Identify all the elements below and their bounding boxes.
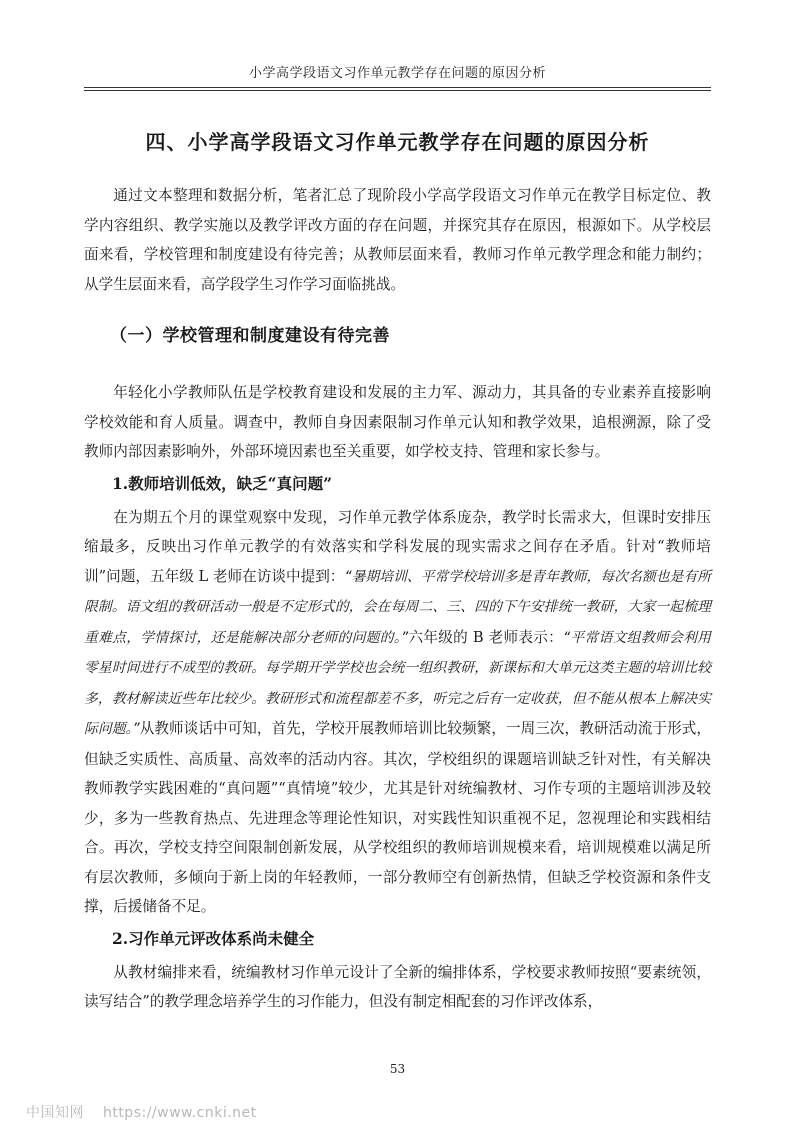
subsection1-text-b: 六年级的 B 老师表示： [408,628,563,646]
subsection1-text-c: 从教师谈话中可知，首先，学校开展教师培训比较频繁，一周三次，教研活动流于形式，但缺乏实质性、高质量、高效率的活动内容。其次，学校组织的课题培训缺乏针对性，有关解决教师教学实践困难的“真问题”“真情境”较少，尤其是针对统编教材、习作专项的主题培训涉及较少，多为一些教育热点、先进理念等理论性知识，对实践性知识重视不足，忽视理论和实践相结合。再次，学校支持空间限制创新发展，从学校组织的教师培训规模来看，培训规模难以满足所有层次教师，多倾向于新上岗的年轻教师，一部分教师空有创新热情，但缺乏学校资源和条件支撑，后援储备不足。 [84,720,711,915]
section-heading-1: （一）学校管理和制度建设有待完善 [110,326,390,346]
watermark-url: https://www.cnki.net [102,1105,257,1121]
cnki-watermark [26,1102,257,1122]
chapter-title: 四、小学高学段语文习作单元教学存在问题的原因分析 [145,130,650,154]
header-rule-bottom [84,90,711,91]
interview-quote-l: “暑期培训、平常学校培训多是青年教师，每次名额也是有所限制。语文组的教研活动一般是不定形式的，会在每周二、三、四的下午安排统一教研，大家一起梳理重难点，学情探讨，还是能解决部分老师的问题的。” [84,568,711,646]
header-rule-top [84,87,711,88]
subsection1-paragraph [84,503,711,922]
chapter-intro-paragraph: 通过文本整理和数据分析，笔者汇总了现阶段小学高学段语文习作单元在教学目标定位、教学内容组织、教学实施以及教学评改方面的存在问题，并探究其存在原因，根源如下。从学校层面来看，学校管理和制度建设有待完善；从教师层面来看，教师习作单元教学理念和能力制约；从学生层面来看，高学段学生习作学习面临挑战。 [84,187,711,293]
subsection-heading-2: 2.习作单元评改体系尚未健全 [112,928,315,948]
subsection2-paragraph: 从教材编排来看，统编教材习作单元设计了全新的编排体系，学校要求教师按照“要素统领，读写结合”的教学理念培养学生的习作能力，但没有制定相配套的习作评改体系， [84,963,711,1010]
section1-paragraph: 年轻化小学教师队伍是学校教育建设和发展的主力军、源动力，其具备的专业素养直接影响学校效能和育人质量。调查中，教师自身因素限制习作单元认知和教学效果，追根溯源，除了受教师内部因素影响外，外部环境因素也至关重要，如学校支持、管理和家长参与。 [84,384,711,460]
page-content [84,118,711,1017]
page-number: 53 [389,1062,406,1076]
subsection1-text-a: 在为期五个月的课堂观察中发现，习作单元教学体系庞杂，教学时长需求大，但课时安排压缩最多，反映出习作单元教学的有效落实和学科发展的现实需求之间存在矛盾。针对“教师培训”问题，五年级 L 老师在访谈中提到： [84,508,711,585]
subsection-heading-1: 1.教师培训低效，缺乏“真问题” [112,473,333,493]
interview-quote-b: “平常语文组教师会利用零星时间进行不成型的教研。每学期开学学校也会统一组织教研，新课标和大单元这类主题的培训比较多，教材解读近些年比较少。教研形式和流程都差不多，听完之后有一定收获，但不能从根本上解决实际问题。” [84,629,711,737]
running-header: 小学高学段语文习作单元教学存在问题的原因分析 [248,66,546,81]
watermark-name: 中国知网 [26,1105,84,1121]
